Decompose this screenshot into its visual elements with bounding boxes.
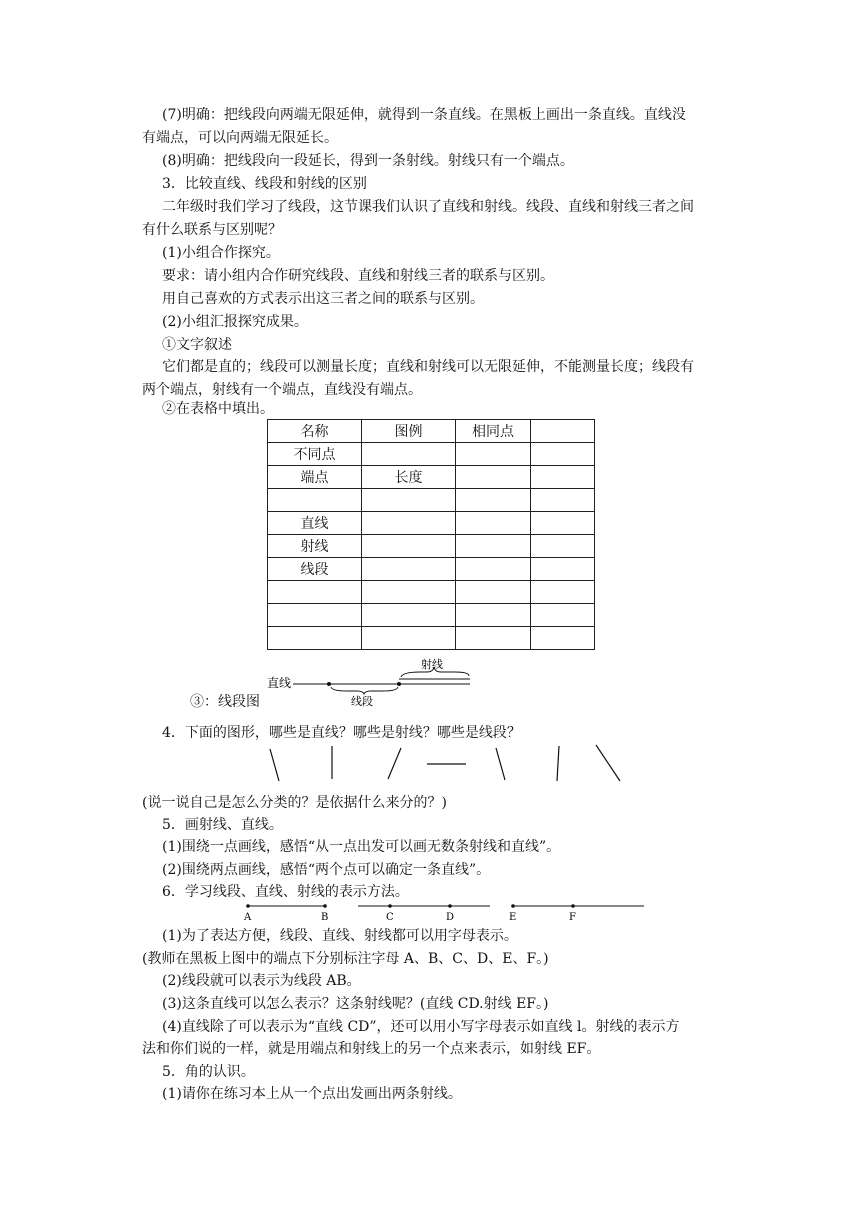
table-cell — [362, 604, 456, 627]
paragraph-line: 要求：请小组内合作研究线段、直线和射线三者的联系与区别。 — [162, 268, 554, 284]
table-cell — [362, 489, 456, 512]
table-row — [268, 443, 595, 466]
table-cell — [531, 443, 595, 466]
table-cell — [456, 535, 531, 558]
table-cell: 不同点 — [268, 443, 362, 466]
figure-line — [388, 748, 401, 779]
table-cell: 射线 — [268, 535, 362, 558]
paragraph-line: (2)小组汇报探究成果。 — [162, 314, 308, 330]
paragraph-line: (1)请你在练习本上从一个点出发画出两条射线。 — [162, 1086, 462, 1102]
point-c — [388, 904, 392, 908]
letter-label: E — [509, 912, 517, 923]
figure-line — [557, 746, 559, 781]
table-cell — [456, 581, 531, 604]
table-cell: 名称 — [268, 420, 362, 443]
section-heading: 5．画射线、直线。 — [162, 817, 283, 833]
paragraph-line: ③：线段图 — [190, 694, 260, 710]
line-label: 直线 — [267, 676, 292, 690]
table-cell — [268, 604, 362, 627]
paragraph-line: 二年级时我们学习了线段，这节课我们认识了直线和射线。线段、直线和射线三者之间 — [162, 199, 694, 215]
table-cell — [456, 512, 531, 535]
paragraph-line: (1)为了表达方便，线段、直线、射线都可以用字母表示。 — [162, 928, 518, 944]
table-cell: 相同点 — [456, 420, 531, 443]
paragraph-line: (2)围绕两点画线，感悟“两个点可以确定一条直线”。 — [162, 862, 491, 878]
letter-label: F — [569, 912, 576, 923]
table-cell: 直线 — [268, 512, 362, 535]
table-cell — [362, 535, 456, 558]
point-f — [571, 904, 575, 908]
table-cell — [531, 558, 595, 581]
paragraph-line: ①文字叙述 — [162, 337, 232, 353]
table-cell — [531, 489, 595, 512]
paragraph-line: (1)小组合作探究。 — [162, 245, 280, 261]
paragraph-line: 法和你们说的一样，就是用端点和射线上的另一个点来表示，如射线 EF。 — [142, 1041, 601, 1057]
table-row — [268, 627, 595, 650]
table-cell — [268, 581, 362, 604]
table-cell: 长度 — [362, 466, 456, 489]
table-cell — [531, 581, 595, 604]
figure-line — [596, 745, 620, 781]
table-cell — [531, 420, 595, 443]
table-row — [268, 558, 595, 581]
table-cell — [362, 627, 456, 650]
paragraph-line: (7)明确：把线段向两端无限延伸，就得到一条直线。在黑板上画出一条直线。直线没 — [162, 107, 686, 123]
classification-figures — [255, 742, 635, 786]
section-heading: 4．下面的图形，哪些是直线？哪些是射线？哪些是线段？ — [162, 725, 521, 741]
table-cell — [456, 558, 531, 581]
lettered-lines-diagram — [240, 900, 650, 924]
table-cell — [362, 558, 456, 581]
figure-line — [270, 749, 279, 781]
table-cell: 线段 — [268, 558, 362, 581]
table-cell — [362, 443, 456, 466]
table-row — [268, 581, 595, 604]
comparison-table — [267, 419, 595, 650]
figure-line — [496, 748, 505, 780]
table-row — [268, 604, 595, 627]
table-row — [268, 512, 595, 535]
table-cell — [531, 604, 595, 627]
table-cell — [362, 512, 456, 535]
table-cell: 端点 — [268, 466, 362, 489]
paragraph-line: 有什么联系与区别呢？ — [142, 222, 282, 238]
table-row — [268, 420, 595, 443]
table-cell — [531, 512, 595, 535]
table-cell — [456, 489, 531, 512]
paragraph-line: (2)线段就可以表示为线段 AB。 — [162, 973, 361, 989]
table-cell — [456, 466, 531, 489]
table-cell — [362, 581, 456, 604]
table-cell — [531, 535, 595, 558]
segment-endpoint — [327, 682, 331, 686]
section-heading: 3．比较直线、线段和射线的区别 — [162, 176, 367, 192]
point-d — [448, 904, 452, 908]
table-cell — [531, 627, 595, 650]
paragraph-line: (说一说自己是怎么分类的？是依据什么来分的？) — [142, 795, 447, 811]
paragraph-line: (3)这条直线可以怎么表示？这条射线呢？(直线 CD.射线 EF。) — [162, 996, 549, 1012]
paragraph-line: (教师在黑板上图中的端点下分别标注字母 A、B、C、D、E、F。) — [142, 951, 549, 967]
letter-label: C — [386, 912, 394, 923]
table-cell — [456, 443, 531, 466]
table-cell — [268, 489, 362, 512]
paragraph-line: 有端点，可以向两端无限延长。 — [142, 130, 338, 146]
section-heading: 6．学习线段、直线、射线的表示方法。 — [162, 884, 409, 900]
table-row — [268, 489, 595, 512]
ray-label: 射线 — [421, 658, 443, 671]
table-cell — [531, 466, 595, 489]
paragraph-line: (8)明确：把线段向一段延长，得到一条射线。射线只有一个端点。 — [162, 153, 574, 169]
table-row — [268, 535, 595, 558]
paragraph-line: 它们都是直的；线段可以测量长度；直线和射线可以无限延伸，不能测量长度；线段有 — [162, 359, 694, 375]
letter-label: A — [244, 912, 252, 923]
table-cell — [456, 627, 531, 650]
segment-label: 线段 — [351, 695, 373, 708]
section-heading: 5．角的认识。 — [162, 1064, 255, 1080]
letter-label: B — [321, 912, 329, 923]
segment-endpoint — [397, 682, 401, 686]
letter-label: D — [446, 912, 455, 923]
segment-brace — [331, 687, 398, 694]
paragraph-line: 两个端点，射线有一个端点，直线没有端点。 — [142, 382, 422, 398]
paragraph-line: 用自己喜欢的方式表示出这三者之间的联系与区别。 — [162, 291, 484, 307]
paragraph-line: (1)围绕一点画线，感悟“从一点出发可以画无数条射线和直线”。 — [162, 839, 561, 855]
line-ray-segment-diagram — [255, 656, 485, 712]
paragraph-line: ②在表格中填出。 — [162, 401, 274, 417]
point-b — [323, 904, 327, 908]
point-a — [246, 904, 250, 908]
table-cell — [456, 604, 531, 627]
paragraph-line: (4)直线除了可以表示为“直线 CD”，还可以用小写字母表示如直线 l。射线的表示方 — [162, 1019, 680, 1035]
point-e — [511, 904, 515, 908]
table-cell: 图例 — [362, 420, 456, 443]
table-cell — [268, 627, 362, 650]
table-row — [268, 466, 595, 489]
